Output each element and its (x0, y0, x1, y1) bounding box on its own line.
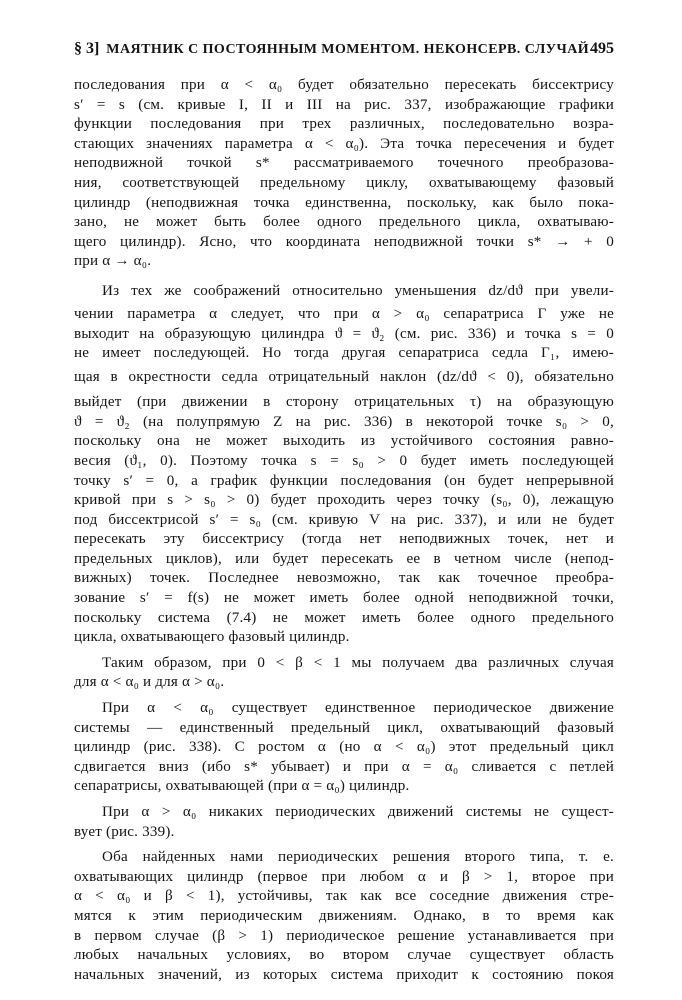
text-line: стающих значениях параметра α < α₀). Эта точка пересечения и будет (74, 135, 614, 152)
text-line: кривой при s > s₀ > 0) будет проходить через точку (s₀, 0), лежащую (74, 492, 614, 509)
text-line: зование s′ = f(s) не может иметь более одной неподвижной точки, (74, 590, 614, 607)
text-line: При α > α₀ никаких периодических движений системы не сущест- (102, 804, 614, 820)
text-line: пересекать эту биссектрису (тогда нет неподвижных точек, нет и (74, 531, 614, 548)
paragraph (74, 803, 614, 842)
text-line: цилиндр (неподвижная точка единственна, поскольку, как было пока- (74, 194, 614, 211)
text-line: не имеет последующей. Но тогда другая сепаратриса седла Γ₁, имею- (74, 345, 614, 362)
text-line: неподвижной точкой s* рассматриваемого точечного преобразова- (74, 155, 614, 172)
text-line: предельных циклов), или будет пересекать ее в четном числе (непод- (74, 550, 614, 567)
text-line: охватывающих цилиндр (первое при любом α и β > 1, второе при (74, 868, 614, 885)
text-line: точку s′ = 0, а график функции последования (он будет непрерывной (74, 472, 614, 489)
text-line: мятся к этим периодическим движениям. Однако, в то время как (74, 907, 614, 924)
text-line: поскольку она не может выходить из устойчивого состояния равно- (74, 433, 614, 450)
paragraph (74, 699, 614, 797)
book-page (74, 40, 614, 985)
text-line: вует (рис. 339). (74, 823, 175, 840)
text-line: сепаратрисы, охватывающей (при α = α₀) цилиндр. (74, 778, 410, 795)
text-line: любых начальных условиях, во втором случае существует область (74, 947, 614, 964)
text-line: ния, соответствующей предельному циклу, охватывающему фазовый (74, 174, 614, 191)
text-line: цилиндр (рис. 338). С ростом α (но α < α₀) этот предельный цикл (74, 739, 614, 756)
section-number: § 3] (74, 40, 100, 57)
text-line: При α < α₀ существует единственное периодическое движение (102, 700, 614, 717)
text-line: под биссектрисой s′ = s₀ (см. кривую V на рис. 337), и или не будет (74, 511, 614, 528)
paragraph (74, 76, 614, 272)
page-number: 495 (590, 40, 614, 57)
text-line: функции последования при трех различных, последовательно возра- (74, 116, 614, 133)
text-line: поскольку система (7.4) не может иметь более одного предельного (74, 609, 614, 626)
text-line: выйдет (при движении в сторону отрицательных τ) на образующую (74, 393, 614, 410)
text-line: для α < α₀ и для α > α₀. (74, 674, 225, 691)
text-line: щая в окрестности седла отрицательный наклон (dz/dϑ < 0), обязательно (74, 368, 614, 385)
text-line: s′ = s (см. кривые I, II и III на рис. 337, изображающие графики (74, 96, 614, 113)
running-header (74, 40, 614, 62)
text-line: вижных) точек. Последнее невозможно, так как точечное преобра- (74, 570, 614, 587)
text-line: щего цилиндр). Ясно, что координата неподвижной точки s* → + 0 (74, 233, 614, 250)
body-text (74, 76, 614, 985)
text-line: выходит на образующую цилиндра ϑ = ϑ₂ (см. рис. 336) и точка s = 0 (74, 325, 614, 342)
running-title: МАЯТНИК С ПОСТОЯННЫМ МОМЕНТОМ. НЕКОНСЕРВ. СЛУЧАЙ (106, 42, 590, 57)
text-line: последования при α < α₀ будет обязательно пересекать биссектрису (74, 77, 614, 93)
text-line: α < α₀ и β < 1), устойчивы, так как все соседние движения стре- (74, 888, 614, 905)
text-line: Из тех же соображений относительно уменьшения dz/dϑ при увели- (102, 282, 614, 299)
text-line: чении параметра α следует, что при α > α₀ сепаратриса Γ уже не (74, 305, 614, 322)
paragraph (74, 278, 614, 648)
text-line: Оба найденных нами периодических решения второго типа, т. е. (102, 849, 614, 866)
text-line: ϑ = ϑ₂ (на полупрямую Z на рис. 336) в некоторой точке s₀ > 0, (74, 413, 614, 430)
text-line: сдвигается вниз (ибо s* убывает) и при α = α₀ сливается с петлей (74, 758, 614, 775)
text-line: в первом случае (β > 1) периодическое решение устанавливается при (74, 927, 614, 944)
text-line: системы — единственный предельный цикл, охватывающий фазовый (74, 719, 614, 736)
text-line: Таким образом, при 0 < β < 1 мы получаем два различных случая (102, 654, 614, 671)
text-line: весия (ϑ₁, 0). Поэтому точка s = s₀ > 0 будет иметь последующей (74, 452, 614, 469)
text-line: зано, не может быть более одного предельного цикла, охватываю- (74, 214, 614, 231)
paragraph (74, 654, 614, 693)
text-line: при α → α₀. (74, 253, 152, 270)
text-line: цикла, охватывающего фазовый цилиндр. (74, 629, 350, 646)
text-line: начальных значений, из которых система приходит к состоянию покоя (74, 966, 614, 983)
paragraph (74, 848, 614, 985)
